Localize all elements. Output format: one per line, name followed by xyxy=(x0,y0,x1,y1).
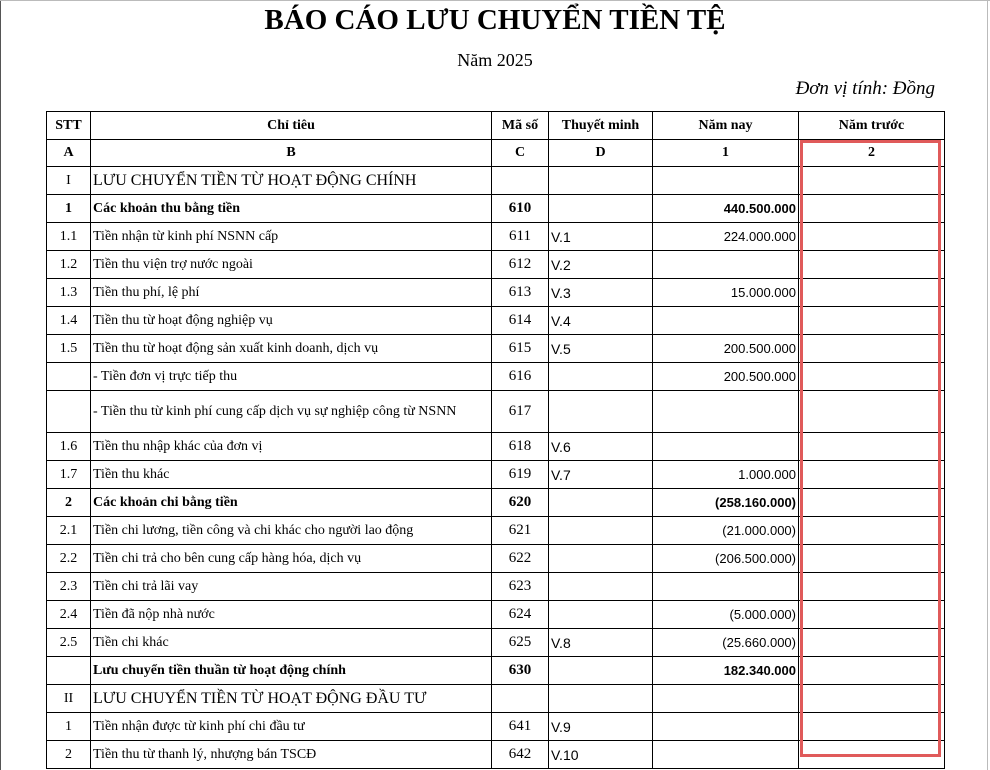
row-stt: 2 xyxy=(47,489,91,517)
header-stt: STT xyxy=(47,112,91,140)
row-code: 621 xyxy=(492,517,549,545)
column-letters-row xyxy=(47,140,945,167)
row-prior-year xyxy=(799,685,945,713)
row-indicator: Tiền đã nộp nhà nước xyxy=(91,601,492,629)
row-code: 619 xyxy=(492,461,549,489)
row-note: V.5 xyxy=(549,335,653,363)
row-note xyxy=(549,657,653,685)
row-indicator: Tiền thu từ hoạt động sản xuất kinh doanh, dịch vụ xyxy=(91,335,492,363)
row-current-year xyxy=(653,741,799,769)
row-note: V.3 xyxy=(549,279,653,307)
row-prior-year xyxy=(799,279,945,307)
table-row xyxy=(47,279,945,307)
row-current-year xyxy=(653,685,799,713)
table-row xyxy=(47,517,945,545)
row-code: 625 xyxy=(492,629,549,657)
row-code: 618 xyxy=(492,433,549,461)
row-prior-year xyxy=(799,489,945,517)
row-prior-year xyxy=(799,629,945,657)
row-indicator: Tiền thu viện trợ nước ngoài xyxy=(91,251,492,279)
row-code: 613 xyxy=(492,279,549,307)
row-prior-year xyxy=(799,335,945,363)
letter-code: C xyxy=(492,140,549,167)
table-row xyxy=(47,601,945,629)
row-current-year: 182.340.000 xyxy=(653,657,799,685)
row-code: 624 xyxy=(492,601,549,629)
table-row xyxy=(47,741,945,769)
table-row xyxy=(47,545,945,573)
row-prior-year xyxy=(799,461,945,489)
page-right-border xyxy=(987,0,988,770)
row-prior-year xyxy=(799,713,945,741)
row-note xyxy=(549,363,653,391)
header-indicator: Chỉ tiêu xyxy=(91,112,492,140)
table-row xyxy=(47,461,945,489)
row-indicator: - Tiền thu từ kinh phí cung cấp dịch vụ sự nghiệp công từ NSNN xyxy=(91,391,492,433)
row-note: V.9 xyxy=(549,713,653,741)
row-prior-year xyxy=(799,363,945,391)
row-current-year: 1.000.000 xyxy=(653,461,799,489)
table-row xyxy=(47,713,945,741)
row-indicator: LƯU CHUYỂN TIỀN TỪ HOẠT ĐỘNG ĐẦU TƯ xyxy=(91,685,492,713)
row-prior-year xyxy=(799,251,945,279)
row-stt xyxy=(47,657,91,685)
row-prior-year xyxy=(799,545,945,573)
row-stt: 1.4 xyxy=(47,307,91,335)
row-note: V.1 xyxy=(549,223,653,251)
page-left-border xyxy=(0,0,1,770)
row-indicator: Tiền chi khác xyxy=(91,629,492,657)
row-stt: 2.2 xyxy=(47,545,91,573)
row-indicator: Tiền thu khác xyxy=(91,461,492,489)
row-indicator: Tiền chi trả cho bên cung cấp hàng hóa, dịch vụ xyxy=(91,545,492,573)
row-stt: 1.2 xyxy=(47,251,91,279)
table-row xyxy=(47,335,945,363)
table-row xyxy=(47,433,945,461)
row-note: V.10 xyxy=(549,741,653,769)
row-prior-year xyxy=(799,391,945,433)
row-indicator: Tiền thu nhập khác của đơn vị xyxy=(91,433,492,461)
row-current-year xyxy=(653,391,799,433)
row-note xyxy=(549,685,653,713)
letter-stt: A xyxy=(47,140,91,167)
row-current-year: (25.660.000) xyxy=(653,629,799,657)
header-current-year: Năm nay xyxy=(653,112,799,140)
section-row xyxy=(47,685,945,713)
row-prior-year xyxy=(799,195,945,223)
row-prior-year xyxy=(799,307,945,335)
row-code: 612 xyxy=(492,251,549,279)
row-code: 616 xyxy=(492,363,549,391)
table-row xyxy=(47,629,945,657)
row-code: 620 xyxy=(492,489,549,517)
row-stt: 2.3 xyxy=(47,573,91,601)
row-code: 617 xyxy=(492,391,549,433)
row-stt: 2.4 xyxy=(47,601,91,629)
row-stt: 1.3 xyxy=(47,279,91,307)
row-code: 630 xyxy=(492,657,549,685)
row-indicator: Các khoản chi bằng tiền xyxy=(91,489,492,517)
row-current-year xyxy=(653,713,799,741)
row-prior-year xyxy=(799,433,945,461)
header-note: Thuyết minh xyxy=(549,112,653,140)
row-current-year: 200.500.000 xyxy=(653,363,799,391)
row-indicator: Tiền thu phí, lệ phí xyxy=(91,279,492,307)
page-top-border xyxy=(0,0,990,1)
row-current-year: 224.000.000 xyxy=(653,223,799,251)
row-indicator: - Tiền đơn vị trực tiếp thu xyxy=(91,363,492,391)
row-note: V.7 xyxy=(549,461,653,489)
row-code xyxy=(492,167,549,195)
table-row xyxy=(47,489,945,517)
row-stt xyxy=(47,391,91,433)
row-stt: II xyxy=(47,685,91,713)
row-current-year: 200.500.000 xyxy=(653,335,799,363)
row-indicator: Tiền nhận từ kinh phí NSNN cấp xyxy=(91,223,492,251)
header-row xyxy=(47,112,945,140)
row-note xyxy=(549,573,653,601)
row-note: V.2 xyxy=(549,251,653,279)
table-body xyxy=(47,167,945,769)
row-stt: 1.6 xyxy=(47,433,91,461)
row-note: V.4 xyxy=(549,307,653,335)
row-prior-year xyxy=(799,741,945,769)
row-code: 622 xyxy=(492,545,549,573)
row-current-year: 15.000.000 xyxy=(653,279,799,307)
row-current-year xyxy=(653,433,799,461)
row-note xyxy=(549,517,653,545)
row-indicator: Tiền nhận được từ kinh phí chi đầu tư xyxy=(91,713,492,741)
row-indicator: Tiền thu từ hoạt động nghiệp vụ xyxy=(91,307,492,335)
row-current-year: (5.000.000) xyxy=(653,601,799,629)
row-note: V.6 xyxy=(549,433,653,461)
row-prior-year xyxy=(799,167,945,195)
row-current-year: 440.500.000 xyxy=(653,195,799,223)
table-row xyxy=(47,251,945,279)
table-row xyxy=(47,391,945,433)
row-indicator: Tiền thu từ thanh lý, nhượng bán TSCĐ xyxy=(91,741,492,769)
letter-indicator: B xyxy=(91,140,492,167)
letter-current-year: 1 xyxy=(653,140,799,167)
row-code: 642 xyxy=(492,741,549,769)
table-row xyxy=(47,223,945,251)
row-stt xyxy=(47,363,91,391)
row-indicator: Lưu chuyển tiền thuần từ hoạt động chính xyxy=(91,657,492,685)
row-stt: 1 xyxy=(47,713,91,741)
row-stt: 2.1 xyxy=(47,517,91,545)
section-row xyxy=(47,167,945,195)
row-stt: 1.1 xyxy=(47,223,91,251)
table-row xyxy=(47,657,945,685)
row-indicator: Các khoản thu bằng tiền xyxy=(91,195,492,223)
row-current-year: (206.500.000) xyxy=(653,545,799,573)
row-code: 611 xyxy=(492,223,549,251)
table-row xyxy=(47,307,945,335)
row-code: 641 xyxy=(492,713,549,741)
header-prior-year: Năm trước xyxy=(799,112,945,140)
row-code: 614 xyxy=(492,307,549,335)
header-code: Mã số xyxy=(492,112,549,140)
table-row xyxy=(47,573,945,601)
row-stt: I xyxy=(47,167,91,195)
row-note xyxy=(549,545,653,573)
row-note xyxy=(549,489,653,517)
report-year: Năm 2025 xyxy=(457,50,533,70)
report-unit: Đơn vị tính: Đồng xyxy=(795,78,935,99)
table-row xyxy=(47,195,945,223)
row-prior-year xyxy=(799,573,945,601)
row-prior-year xyxy=(799,223,945,251)
row-code: 610 xyxy=(492,195,549,223)
cash-flow-table xyxy=(46,111,945,769)
row-stt: 2.5 xyxy=(47,629,91,657)
row-prior-year xyxy=(799,601,945,629)
row-note xyxy=(549,195,653,223)
table-row xyxy=(47,363,945,391)
row-current-year xyxy=(653,167,799,195)
row-indicator: Tiền chi trả lãi vay xyxy=(91,573,492,601)
row-current-year: (21.000.000) xyxy=(653,517,799,545)
row-prior-year xyxy=(799,517,945,545)
row-indicator: Tiền chi lương, tiền công và chi khác cho người lao động xyxy=(91,517,492,545)
row-code xyxy=(492,685,549,713)
row-note xyxy=(549,167,653,195)
row-note xyxy=(549,391,653,433)
row-stt: 1.7 xyxy=(47,461,91,489)
row-current-year xyxy=(653,251,799,279)
letter-note: D xyxy=(549,140,653,167)
row-current-year xyxy=(653,573,799,601)
row-stt: 1.5 xyxy=(47,335,91,363)
row-code: 615 xyxy=(492,335,549,363)
row-current-year xyxy=(653,307,799,335)
row-prior-year xyxy=(799,657,945,685)
report-title: BÁO CÁO LƯU CHUYỂN TIỀN TỆ xyxy=(264,4,726,36)
row-code: 623 xyxy=(492,573,549,601)
row-current-year: (258.160.000) xyxy=(653,489,799,517)
row-note xyxy=(549,601,653,629)
letter-prior-year: 2 xyxy=(799,140,945,167)
row-indicator: LƯU CHUYỂN TIỀN TỪ HOẠT ĐỘNG CHÍNH xyxy=(91,167,492,195)
row-stt: 1 xyxy=(47,195,91,223)
row-stt: 2 xyxy=(47,741,91,769)
row-note: V.8 xyxy=(549,629,653,657)
